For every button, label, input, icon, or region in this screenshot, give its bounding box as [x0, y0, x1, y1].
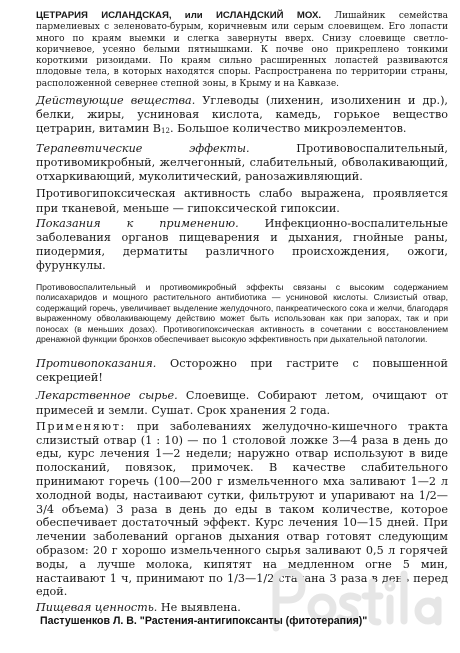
therapeutic-effects: [36, 142, 448, 185]
active-text-b: . Большое количество микроэлементов.: [169, 122, 407, 136]
antihypoxic-activity: Противогипоксическая активность слабо выражена, проявляется при тканевой, меньше — гипоксической гипоксии.: [36, 187, 448, 215]
small-print-note: Противовоспалительный и противомикробный эффекты связаны с высоким содержанием полисахаридов и мощного растительного антибиотика — усниновой кислоты. Слизистый отвар, содержащий горечь, увеличивает выделение желудочного, панкреатического сока и желчи, благодаря выраженному обволакивающему действию может быть использован как при запорах, так и при поносах (в меньших дозах). Противогипоксическая активность в сочетании с восстановлением дренажной функции бронхов обеспечивает высокую эффективность при дыхательной патологии.: [36, 281, 448, 345]
description-text: Лишайник семейства пармелиевых с зеленовато-бурым, коричневым или серым слоевищем. Его лопасти много по краям выемки и слегка завернуты вверх. Снизу слоевище светло-коричневое, усеяно белыми пятнышками. К почве оно прикреплено тонкими короткими ризоидами. По краям сильно расширенных лопастей развиваются плодовые тела, в которых находятся споры. Распространена по территории страны, расположенной севернее степной зоны, в Крыму и на Кавказе.: [36, 11, 448, 89]
indications-text: Инфекционно-воспалительные заболевания органов пищеварения и дыхания, гнойные раны, пиодермия, дерматиты различного происхождения, ожоги, фурункулы.: [36, 216, 448, 273]
indications-lead: Показания к применению.: [36, 216, 239, 230]
source-citation: Пастушенков Л. В. "Растения-антигипоксанты (фитотерапия)": [40, 615, 368, 627]
active-substances: [36, 94, 448, 137]
article-intro: [36, 10, 448, 90]
raw-text: Слоевище. Собирают летом, очищают от примесей и земли. Сушат. Срок хранения 2 года.: [36, 389, 448, 417]
raw-lead: Лекарственное сырье.: [36, 389, 178, 403]
usage-text: при заболеваниях желудочно-кишечного тракта слизистый отвар (1 : 10) — по 1 столовой ложке 3—4 раза в день до еды, курс лечения 1—2 недели; наружно отвар используют в виде полосканий, повязок, примочек. В качестве слабительного принимают горечь (100—200 г измельченного мха заливают 1—2 л холодной воды, настаивают сутки, фильтруют и упаривают на 1/2—3/4 объема) 3 раза в день до еды в таком количестве, которое обеспечивает достаточный эффект. Курс лечения 10—15 дней. При лечении заболеваний органов дыхания отвар готовят следующим образом: 20 г хорошо измельченного сырья заливают 0,5 л горячей воды, а лучше молока, кипятят на медленном огне 5 мин, настаивают 1 ч, принимают по 1/3—1/2 стакана 3 раза в день перед едой.: [36, 419, 448, 599]
raw-material: [36, 389, 448, 417]
article: [36, 10, 448, 615]
active-lead: Действующие вещества.: [36, 94, 196, 108]
usage-lead: Применяют:: [36, 419, 126, 433]
effects-text: Противовоспалительный, противомикробный, желчегонный, слабительный, обволакивающий, отхаркивающий, муколитический, ранозаживляющий.: [36, 141, 448, 184]
active-subscript: 12: [161, 127, 170, 136]
contraindications: [36, 357, 448, 385]
food-text: Не выявлена.: [157, 601, 241, 615]
active-text-a: Углеводы (лихенин, изолихенин и др.), белки, жиры, усниновая кислота, камедь, горькое вещество цетрарин, витамин B: [36, 94, 448, 136]
indications: [36, 217, 448, 274]
contra-text: Осторожно при гастрите с повышенной секрецией!: [36, 357, 448, 385]
effects-lead: Терапевтические эффекты.: [36, 141, 250, 155]
contra-lead: Противопоказания.: [36, 357, 157, 371]
food-lead: Пищевая ценность.: [36, 601, 158, 615]
article-title: ЦЕТРАРИЯ ИСЛАНДСКАЯ, или ИСЛАНДСКИЙ МОХ.: [36, 10, 322, 21]
postila-watermark: [268, 566, 458, 638]
